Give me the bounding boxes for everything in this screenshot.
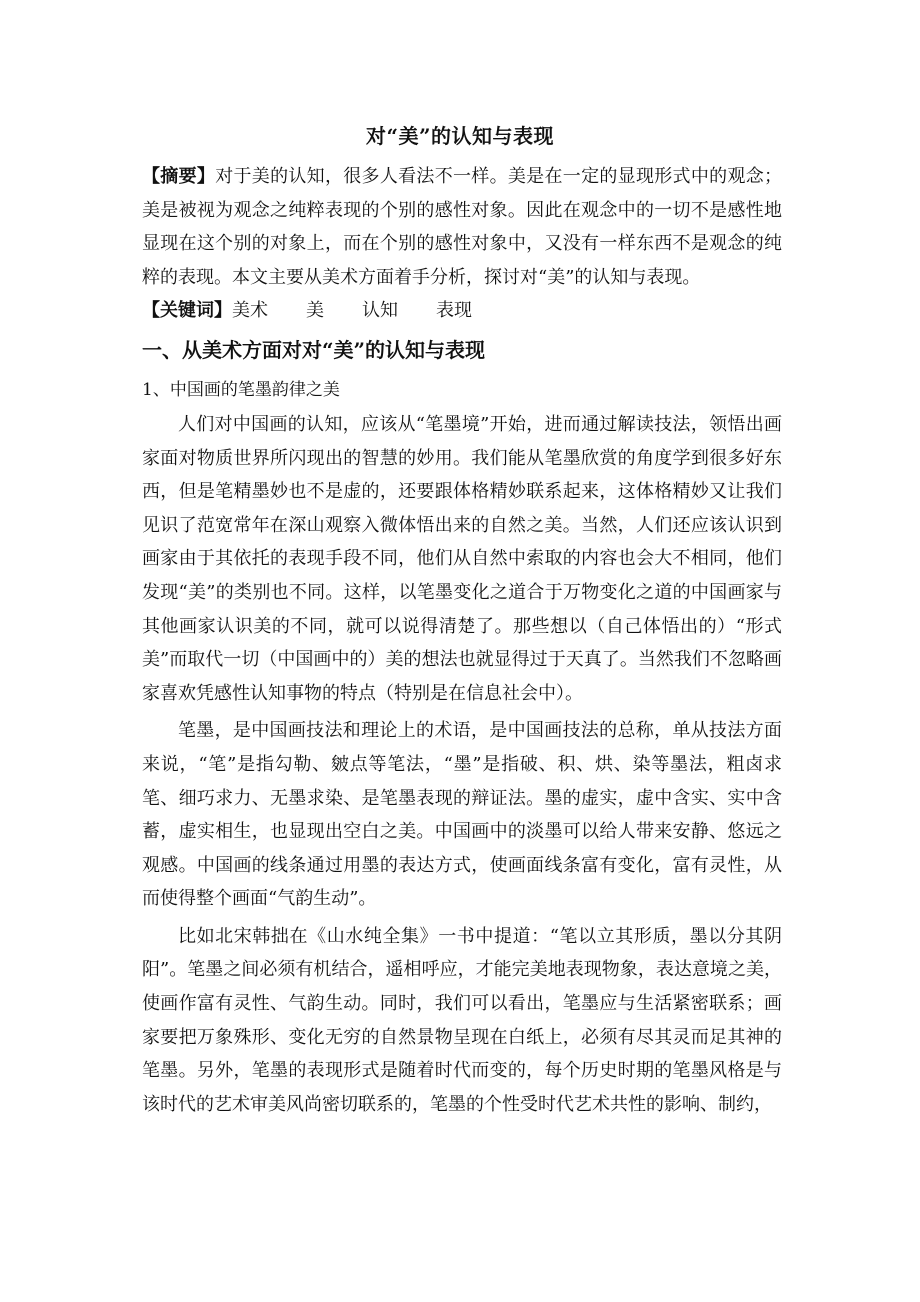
abstract-label: 【摘要】 xyxy=(142,166,216,187)
keyword-item: 认知 xyxy=(362,300,398,322)
keyword-item: 美术 xyxy=(232,300,268,322)
keywords-line xyxy=(142,294,782,328)
body-paragraph: 人们对中国画的认知，应该从“笔墨境”开始，进而通过解读技法，领悟出画家面对物质世界所闪现出的智慧的妙用。我们能从笔墨欣赏的角度学到很多好东西，但是笔精墨妙也不是虚的，还要跟体格精妙联系起来，这体格精妙又让我们见识了范宽常年在深山观察入微体悟出来的自然之美。当然，人们还应该认识到画家由于其依托的表现手段不同，他们从自然中索取的内容也会大不相同，他们发现“美”的类别也不同。这样，以笔墨变化之道合于万物变化之道的中国画家与其他画家认识美的不同，就可以说得清楚了。那些想以（自己体悟出的）“形式美”而取代一切（中国画中的）美的想法也就显得过于天真了。当然我们不忽略画家喜欢凭感性认知事物的特点（特别是在信息社会中）。 xyxy=(142,413,782,704)
subsection-heading: 1、中国画的笔墨韵律之美 xyxy=(142,379,340,400)
document-body xyxy=(142,160,782,1121)
body-paragraph: 比如北宋韩拙在《山水纯全集》一书中提道：“笔以立其形质，墨以分其阴阳”。笔墨之间必须有机结合，遥相呼应，才能完美地表现物象，表达意境之美，使画作富有灵性、气韵生动。同时，我们可以看出，笔墨应与生活紧密联系；画家要把万象殊形、变化无穷的自然景物呈现在白纸上，必须有尽其灵而足其神的笔墨。另外，笔墨的表现形式是随着时代而变的，每个历史时期的笔墨风格是与该时代的艺术审美风尚密切联系的，笔墨的个性受时代艺术共性的影响、制约， xyxy=(142,925,782,1115)
document-title: 对“美”的认知与表现 xyxy=(365,124,554,148)
keywords-label: 【关键词】 xyxy=(142,300,232,322)
abstract-text: 对于美的认知，很多人看法不一样。美是在一定的显现形式中的观念；美是被视为观念之纯粹表现的个别的感性对象。因此在观念中的一切不是感性地显现在这个别的对象上，而在个别的感性对象中，又没有一样东西不是观念的纯粹的表现。本文主要从美术方面着手分析，探讨对“美”的认知与表现。 xyxy=(142,166,783,288)
keyword-item: 表现 xyxy=(436,300,472,322)
keyword-item: 美 xyxy=(306,300,324,322)
section-heading: 一、从美术方面对对“美”的认知与表现 xyxy=(142,337,486,362)
abstract-paragraph xyxy=(142,160,782,294)
body-paragraph: 笔墨，是中国画技法和理论上的术语，是中国画技法的总称，单从技法方面来说，“笔”是指勾勒、皴点等笔法，“墨”是指破、积、烘、染等墨法，粗卤求笔、细巧求力、无墨求染、是笔墨表现的辩证法。墨的虚实，虚中含实、实中含蓄，虚实相生，也显现出空白之美。中国画中的淡墨可以给人带来安静、悠远之观感。中国画的线条通过用墨的表达方式，使画面线条富有变化，富有灵性，从而使得整个画面“气韵生动”。 xyxy=(142,720,782,910)
